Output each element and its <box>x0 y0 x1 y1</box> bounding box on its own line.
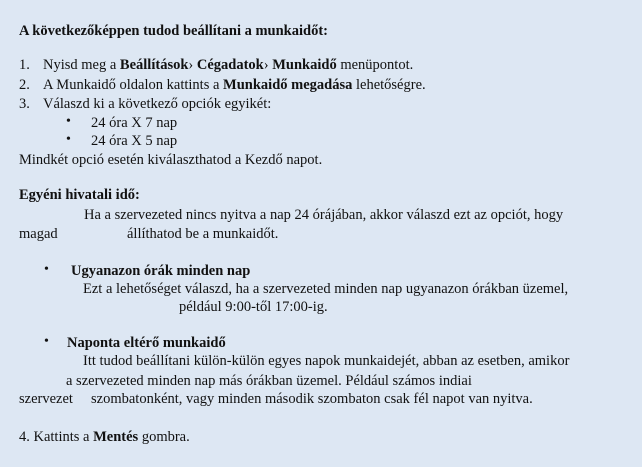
option-1: 24 óra X 7 nap <box>91 115 178 131</box>
custom-time-desc-line-1: Ha a szervezeted nincs nyitva a nap 24 órájában, akkor válaszd ezt az opciót, hogy <box>84 207 564 223</box>
step-1-pre: Nyisd meg a <box>43 57 120 73</box>
different-hours-line-1: Itt tudod beállítani külön-külön egyes napok munkaidejét, abban az esetben, amikor <box>83 353 570 369</box>
step-1-number: 1. <box>19 57 30 73</box>
different-hours-bullet: • <box>44 334 49 349</box>
step-4-pre: 4. Kattints a <box>19 429 94 445</box>
option-2-bullet: • <box>66 132 71 147</box>
custom-time-desc-line-2a: magad <box>19 226 58 242</box>
different-hours-title: Naponta eltérő munkaidő <box>67 335 226 351</box>
step-1-separator-1: › <box>188 57 197 73</box>
same-hours-line-1: Ezt a lehetőséget válaszd, ha a szervezeted minden nap ugyanazon órákban üzemel, <box>83 281 569 297</box>
step-2-number: 2. <box>19 77 30 93</box>
step-2-bold: Munkaidő megadása <box>223 77 353 93</box>
step-1-bold-company: Cégadatok <box>196 57 264 73</box>
custom-time-title: Egyéni hivatali idő: <box>19 187 140 203</box>
same-hours-bullet: • <box>44 262 49 277</box>
step-2-pre: A Munkaidő oldalon kattints a <box>43 77 224 93</box>
document-heading: A következőképpen tudod beállítani a munkaidőt: <box>19 23 328 39</box>
same-hours-line-2: például 9:00-től 17:00-ig. <box>179 299 328 315</box>
different-hours-line-2: a szervezeted minden nap más órákban üzemel. Például számos indiai <box>66 373 472 389</box>
step-3-number: 3. <box>19 96 30 112</box>
step-2-post: lehetőségre. <box>352 77 426 93</box>
option-2: 24 óra X 5 nap <box>91 133 178 149</box>
step-4-post: gombra. <box>138 429 190 445</box>
step-4-bold-save: Mentés <box>93 429 139 445</box>
step-1-bold-worktime: Munkaidő <box>272 57 337 73</box>
custom-time-desc-line-2b: állíthatod be a munkaidőt. <box>127 226 279 242</box>
start-day-note: Mindkét opció esetén kiválaszthatod a Kezdő napot. <box>19 152 323 168</box>
step-1-text <box>43 56 413 74</box>
same-hours-title: Ugyanazon órák minden nap <box>71 263 251 279</box>
step-1-separator-2: › <box>263 57 273 73</box>
different-hours-line-3b: szombatonként, vagy minden második szombaton csak fél napot van nyitva. <box>91 391 533 407</box>
different-hours-line-3a: szervezet <box>19 391 73 407</box>
option-1-bullet: • <box>66 114 71 129</box>
step-1-post: menüpontot. <box>336 57 414 73</box>
step-2-text <box>43 76 426 94</box>
step-1-bold-settings: Beállítások <box>119 57 189 73</box>
step-4-text <box>19 428 190 446</box>
step-3-text: Válaszd ki a következő opciók egyikét: <box>43 96 272 112</box>
